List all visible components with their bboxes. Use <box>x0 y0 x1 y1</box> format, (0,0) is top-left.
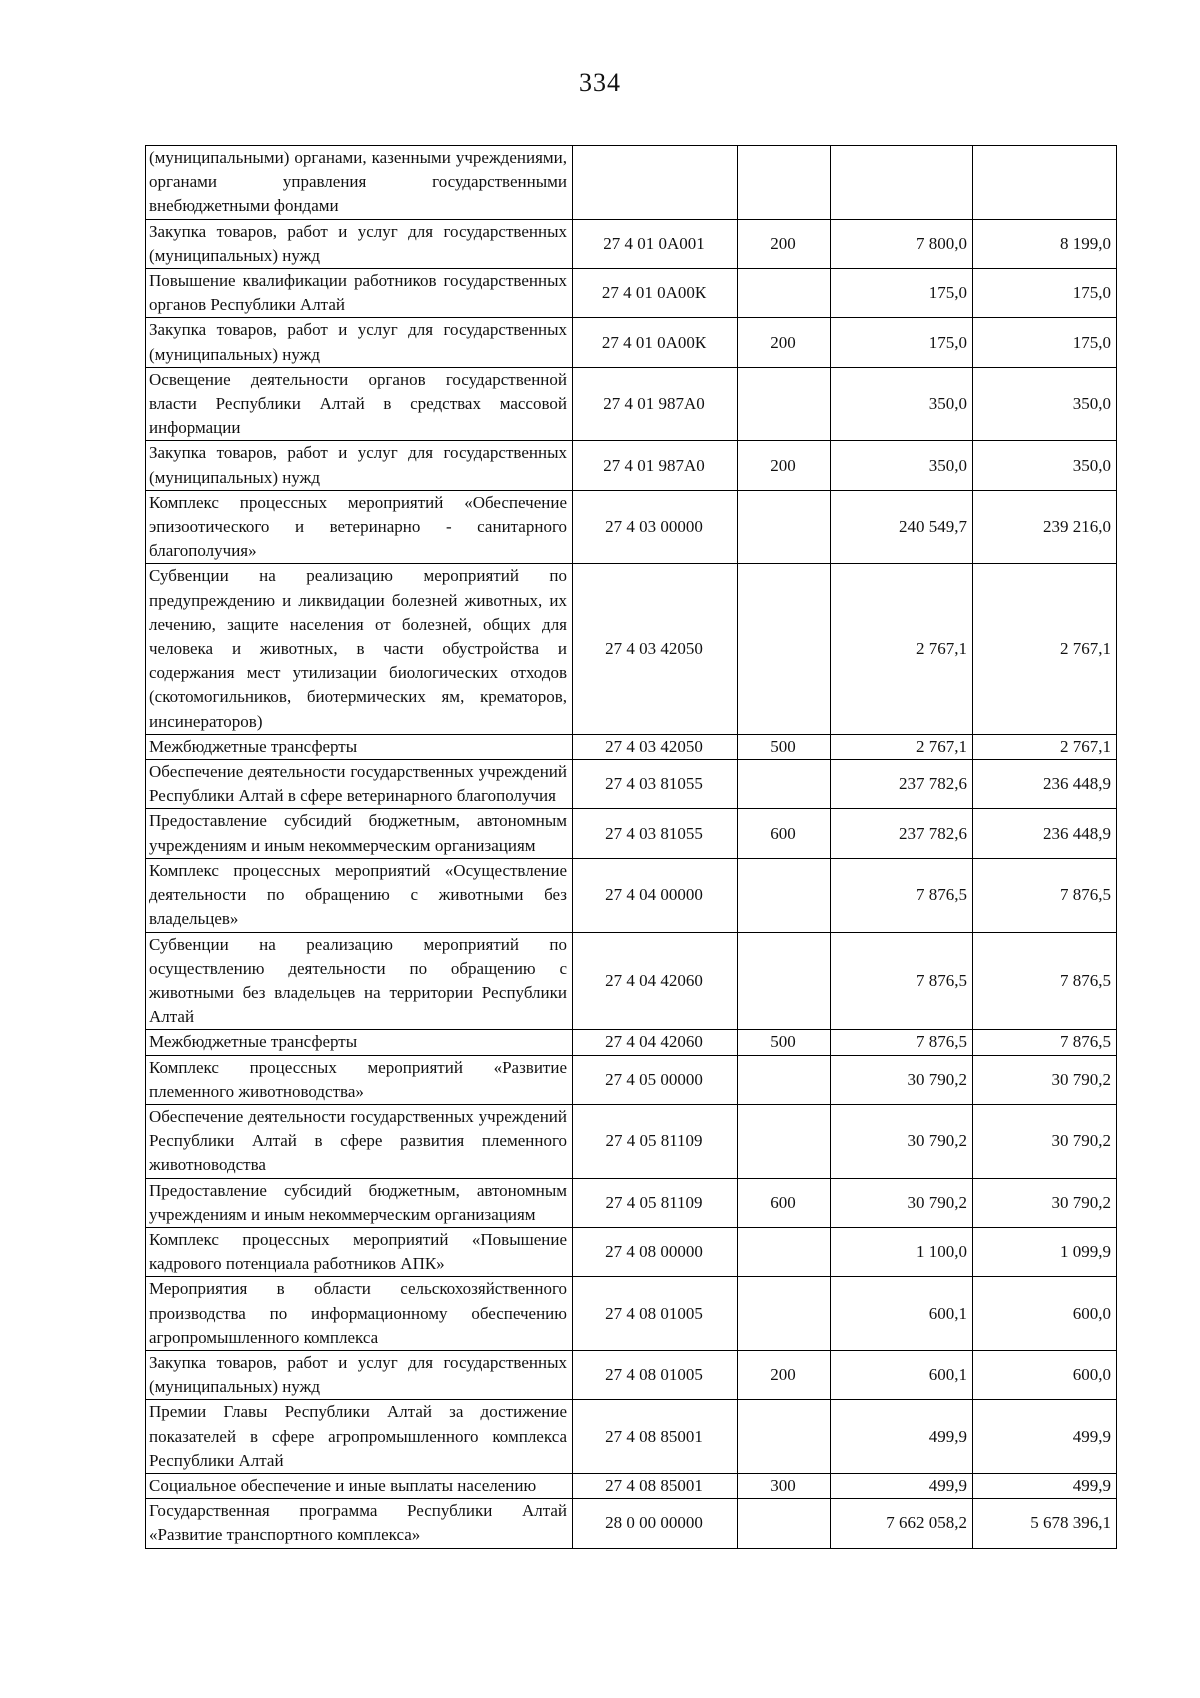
target-code-cell: 27 4 08 01005 <box>573 1350 738 1399</box>
table-row <box>146 269 1117 318</box>
amount-year2-cell: 30 790,2 <box>973 1178 1117 1227</box>
target-code-cell: 27 4 04 42060 <box>573 1030 738 1055</box>
amount-year2-cell: 5 678 396,1 <box>973 1499 1117 1548</box>
target-code-cell: 27 4 04 42060 <box>573 932 738 1030</box>
table-row <box>146 1030 1117 1055</box>
row-name-cell: Комплекс процессных мероприятий «Повышение кадрового потенциала работников АПК» <box>146 1227 573 1276</box>
amount-year2-cell: 1 099,9 <box>973 1227 1117 1276</box>
amount-year1-cell: 7 876,5 <box>831 1030 973 1055</box>
table-row <box>146 760 1117 809</box>
amount-year1-cell: 600,1 <box>831 1277 973 1351</box>
amount-year2-cell: 236 448,9 <box>973 809 1117 858</box>
amount-year2-cell: 30 790,2 <box>973 1104 1117 1178</box>
amount-year1-cell: 30 790,2 <box>831 1178 973 1227</box>
target-code-cell: 27 4 03 81055 <box>573 760 738 809</box>
amount-year1-cell: 350,0 <box>831 441 973 490</box>
expense-type-cell <box>738 490 831 564</box>
expense-type-cell <box>738 760 831 809</box>
amount-year2-cell: 350,0 <box>973 367 1117 441</box>
target-code-cell: 27 4 04 00000 <box>573 858 738 932</box>
expense-type-cell: 600 <box>738 809 831 858</box>
table-row <box>146 734 1117 759</box>
amount-year2-cell: 175,0 <box>973 269 1117 318</box>
budget-table <box>145 145 1117 1549</box>
amount-year1-cell: 175,0 <box>831 269 973 318</box>
amount-year2-cell: 30 790,2 <box>973 1055 1117 1104</box>
target-code-cell: 27 4 01 987А0 <box>573 367 738 441</box>
expense-type-cell <box>738 367 831 441</box>
amount-year1-cell: 499,9 <box>831 1473 973 1498</box>
expense-type-cell <box>738 269 831 318</box>
table-row <box>146 490 1117 564</box>
table-row <box>146 1277 1117 1351</box>
amount-year1-cell <box>831 146 973 220</box>
amount-year1-cell: 237 782,6 <box>831 809 973 858</box>
amount-year2-cell <box>973 146 1117 220</box>
amount-year1-cell: 237 782,6 <box>831 760 973 809</box>
expense-type-cell <box>738 564 831 734</box>
expense-type-cell: 500 <box>738 1030 831 1055</box>
row-name-cell: Мероприятия в области сельскохозяйственного производства по информационному обеспечению агропромышленного комплекса <box>146 1277 573 1351</box>
amount-year2-cell: 600,0 <box>973 1277 1117 1351</box>
expense-type-cell: 300 <box>738 1473 831 1498</box>
target-code-cell: 27 4 05 81109 <box>573 1178 738 1227</box>
table-row <box>146 809 1117 858</box>
table-row <box>146 367 1117 441</box>
amount-year2-cell: 499,9 <box>973 1473 1117 1498</box>
table-row <box>146 1227 1117 1276</box>
amount-year1-cell: 240 549,7 <box>831 490 973 564</box>
row-name-cell: Повышение квалификации работников государственных органов Республики Алтай <box>146 269 573 318</box>
expense-type-cell <box>738 1055 831 1104</box>
amount-year1-cell: 600,1 <box>831 1350 973 1399</box>
amount-year1-cell: 499,9 <box>831 1400 973 1474</box>
amount-year2-cell: 600,0 <box>973 1350 1117 1399</box>
amount-year1-cell: 7 662 058,2 <box>831 1499 973 1548</box>
amount-year2-cell: 7 876,5 <box>973 1030 1117 1055</box>
expense-type-cell <box>738 1499 831 1548</box>
target-code-cell: 28 0 00 00000 <box>573 1499 738 1548</box>
expense-type-cell <box>738 1400 831 1474</box>
row-name-cell: Субвенции на реализацию мероприятий по предупреждению и ликвидации болезней животных, их лечению, защите населения от болезней, общих для человека и животных, в части обустройства и содержания мест утилизации биологических отходов (скотомогильников, биотермических ям, крематоров, инсинераторов) <box>146 564 573 734</box>
target-code-cell: 27 4 03 81055 <box>573 809 738 858</box>
expense-type-cell: 200 <box>738 219 831 268</box>
row-name-cell: Обеспечение деятельности государственных учреждений Республики Алтай в сфере ветеринарного благополучия <box>146 760 573 809</box>
expense-type-cell: 200 <box>738 441 831 490</box>
table-row <box>146 1473 1117 1498</box>
expense-type-cell <box>738 932 831 1030</box>
target-code-cell: 27 4 05 81109 <box>573 1104 738 1178</box>
expense-type-cell <box>738 146 831 220</box>
expense-type-cell: 200 <box>738 1350 831 1399</box>
amount-year2-cell: 7 876,5 <box>973 932 1117 1030</box>
target-code-cell: 27 4 08 85001 <box>573 1400 738 1474</box>
table-row <box>146 858 1117 932</box>
target-code-cell: 27 4 01 987А0 <box>573 441 738 490</box>
target-code-cell <box>573 146 738 220</box>
target-code-cell: 27 4 08 01005 <box>573 1277 738 1351</box>
target-code-cell: 27 4 03 42050 <box>573 564 738 734</box>
table-row <box>146 932 1117 1030</box>
expense-type-cell: 600 <box>738 1178 831 1227</box>
table-row <box>146 1055 1117 1104</box>
row-name-cell: Обеспечение деятельности государственных учреждений Республики Алтай в сфере развития племенного животноводства <box>146 1104 573 1178</box>
page-number: 334 <box>579 68 621 97</box>
budget-table-body <box>146 146 1117 1549</box>
table-row <box>146 146 1117 220</box>
target-code-cell: 27 4 03 00000 <box>573 490 738 564</box>
expense-type-cell: 500 <box>738 734 831 759</box>
table-row <box>146 1178 1117 1227</box>
row-name-cell: Комплекс процессных мероприятий «Развитие племенного животноводства» <box>146 1055 573 1104</box>
amount-year2-cell: 8 199,0 <box>973 219 1117 268</box>
row-name-cell: (муниципальными) органами, казенными учреждениями, органами управления государственными внебюджетными фондами <box>146 146 573 220</box>
row-name-cell: Закупка товаров, работ и услуг для государственных (муниципальных) нужд <box>146 318 573 367</box>
expense-type-cell <box>738 858 831 932</box>
row-name-cell: Премии Главы Республики Алтай за достижение показателей в сфере агропромышленного комплекса Республики Алтай <box>146 1400 573 1474</box>
table-row <box>146 564 1117 734</box>
expense-type-cell <box>738 1277 831 1351</box>
row-name-cell: Закупка товаров, работ и услуг для государственных (муниципальных) нужд <box>146 441 573 490</box>
table-row <box>146 318 1117 367</box>
expense-type-cell: 200 <box>738 318 831 367</box>
table-row <box>146 1350 1117 1399</box>
expense-type-cell <box>738 1104 831 1178</box>
amount-year1-cell: 1 100,0 <box>831 1227 973 1276</box>
row-name-cell: Закупка товаров, работ и услуг для государственных (муниципальных) нужд <box>146 1350 573 1399</box>
target-code-cell: 27 4 08 00000 <box>573 1227 738 1276</box>
amount-year2-cell: 499,9 <box>973 1400 1117 1474</box>
row-name-cell: Межбюджетные трансферты <box>146 1030 573 1055</box>
amount-year1-cell: 7 876,5 <box>831 858 973 932</box>
row-name-cell: Субвенции на реализацию мероприятий по осуществлению деятельности по обращению с животными без владельцев на территории Республики Алтай <box>146 932 573 1030</box>
row-name-cell: Закупка товаров, работ и услуг для государственных (муниципальных) нужд <box>146 219 573 268</box>
row-name-cell: Социальное обеспечение и иные выплаты населению <box>146 1473 573 1498</box>
row-name-cell: Предоставление субсидий бюджетным, автономным учреждениям и иным некоммерческим организациям <box>146 809 573 858</box>
amount-year1-cell: 7 800,0 <box>831 219 973 268</box>
target-code-cell: 27 4 01 0А00К <box>573 318 738 367</box>
amount-year2-cell: 350,0 <box>973 441 1117 490</box>
table-row <box>146 1400 1117 1474</box>
target-code-cell: 27 4 08 85001 <box>573 1473 738 1498</box>
amount-year1-cell: 30 790,2 <box>831 1104 973 1178</box>
amount-year1-cell: 2 767,1 <box>831 734 973 759</box>
table-row <box>146 1499 1117 1548</box>
row-name-cell: Освещение деятельности органов государственной власти Республики Алтай в средствах массовой информации <box>146 367 573 441</box>
table-row <box>146 219 1117 268</box>
row-name-cell: Предоставление субсидий бюджетным, автономным учреждениям и иным некоммерческим организациям <box>146 1178 573 1227</box>
row-name-cell: Комплекс процессных мероприятий «Обеспечение эпизоотического и ветеринарно - санитарного благополучия» <box>146 490 573 564</box>
target-code-cell: 27 4 01 0А001 <box>573 219 738 268</box>
amount-year1-cell: 2 767,1 <box>831 564 973 734</box>
table-row <box>146 441 1117 490</box>
row-name-cell: Государственная программа Республики Алтай «Развитие транспортного комплекса» <box>146 1499 573 1548</box>
target-code-cell: 27 4 05 00000 <box>573 1055 738 1104</box>
row-name-cell: Комплекс процессных мероприятий «Осуществление деятельности по обращению с животными без владельцев» <box>146 858 573 932</box>
row-name-cell: Межбюджетные трансферты <box>146 734 573 759</box>
amount-year2-cell: 236 448,9 <box>973 760 1117 809</box>
amount-year2-cell: 7 876,5 <box>973 858 1117 932</box>
target-code-cell: 27 4 01 0А00К <box>573 269 738 318</box>
table-row <box>146 1104 1117 1178</box>
amount-year1-cell: 175,0 <box>831 318 973 367</box>
amount-year2-cell: 2 767,1 <box>973 564 1117 734</box>
target-code-cell: 27 4 03 42050 <box>573 734 738 759</box>
amount-year1-cell: 30 790,2 <box>831 1055 973 1104</box>
amount-year1-cell: 7 876,5 <box>831 932 973 1030</box>
amount-year2-cell: 175,0 <box>973 318 1117 367</box>
amount-year1-cell: 350,0 <box>831 367 973 441</box>
expense-type-cell <box>738 1227 831 1276</box>
amount-year2-cell: 239 216,0 <box>973 490 1117 564</box>
amount-year2-cell: 2 767,1 <box>973 734 1117 759</box>
